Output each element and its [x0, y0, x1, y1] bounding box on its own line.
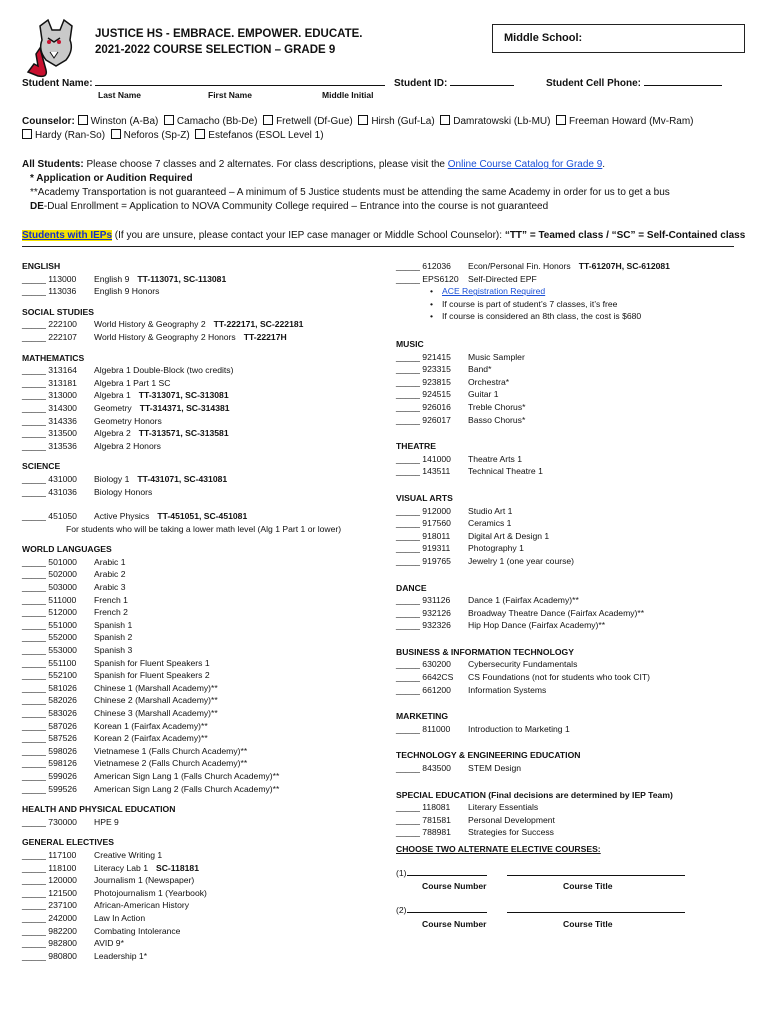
instructions: All Students: Please choose 7 classes and 2 alternates. For class descriptions, please visit the Online Course Catalog for Grade 9. * Application or Audition Required **Academy Transportation is not guaranteed – A minimum of 5 Justice students must be attending the same Academy in order for us to get a bus DE-Dual Enrollment = Application to NOVA Community College required – Entrance into the course is not guaranteed	[22, 159, 670, 212]
student-cell-field[interactable]: Student Cell Phone:	[546, 75, 722, 91]
course-code: _____ 120000	[22, 875, 77, 886]
course-code: _____ 788981	[396, 827, 451, 838]
checkbox-icon	[22, 129, 32, 139]
catalog-link[interactable]: Online Course Catalog for Grade 9	[447, 159, 603, 170]
course-code: _____ 141000	[396, 453, 451, 464]
course-row[interactable]	[22, 389, 382, 402]
course-name: Korean 2 (Fairfax Academy)**	[94, 733, 208, 744]
alternate-2[interactable]: (2)	[396, 904, 685, 917]
course-row[interactable]	[396, 826, 746, 839]
course-name: Econ/Personal Fin. Honors	[468, 261, 571, 271]
course-name: Guitar 1	[468, 389, 499, 400]
course-row[interactable]	[22, 331, 382, 344]
course-name: Law In Action	[94, 912, 146, 923]
checkbox-icon	[111, 129, 121, 139]
course-row[interactable]	[22, 682, 382, 695]
course-name: Leadership 1*	[94, 950, 148, 961]
course-name: Vietnamese 2 (Falls Church Academy)**	[94, 758, 248, 769]
course-code: _____ 598026	[22, 745, 77, 756]
course-title-label: Course Title	[563, 881, 613, 891]
course-row[interactable]	[22, 816, 382, 829]
course-code: _____ 118081	[396, 802, 451, 813]
course-row[interactable]	[22, 657, 382, 670]
course-code: _____ 313181	[22, 377, 77, 388]
course-row[interactable]	[22, 273, 382, 286]
last-name-label: Last Name	[98, 90, 141, 100]
course-name: American Sign Lang 1 (Falls Church Academy)**	[94, 770, 280, 781]
course-code: _____ 512000	[22, 607, 77, 618]
course-row[interactable]	[396, 801, 746, 814]
course-code: _____ 982200	[22, 925, 77, 936]
course-code: _____ 917560	[396, 518, 451, 529]
course-row[interactable]	[396, 376, 746, 389]
course-row[interactable]	[396, 388, 746, 401]
course-code: _____ 6642CS	[396, 672, 454, 683]
course-number-label: Course Number	[422, 881, 487, 891]
course-code: _____ 919311	[396, 543, 451, 554]
section-heading: ENGLISH	[22, 261, 61, 271]
course-name: Strategies for Success	[468, 827, 554, 838]
course-name: Chinese 2 (Marshall Academy)**	[94, 695, 218, 706]
course-row[interactable]	[22, 377, 382, 390]
section-heading: GENERAL ELECTIVES	[22, 837, 115, 848]
course-code: _____ 630200	[396, 659, 451, 670]
course-row[interactable]	[22, 415, 382, 428]
course-row[interactable]	[22, 619, 382, 632]
section-heading: MARKETING	[396, 711, 449, 722]
course-name: French 1	[94, 594, 128, 605]
course-code: _____ 583026	[22, 708, 77, 718]
middle-school-field[interactable]	[492, 24, 745, 53]
course-code: _____ 730000	[22, 816, 77, 827]
iep-codes: TT-22217H	[243, 331, 287, 342]
course-row[interactable]	[396, 594, 746, 607]
course-row[interactable]	[22, 694, 382, 707]
counselor-option[interactable]: Estefanos (ESOL Level 1)	[195, 130, 323, 141]
counselor-option[interactable]: Damratowski (Lb-MU)	[440, 116, 550, 127]
school-logo	[18, 18, 90, 80]
course-name: Photojournalism 1 (Yearbook)	[94, 887, 207, 898]
course-row[interactable]	[22, 486, 382, 499]
course-row[interactable]	[22, 402, 382, 415]
course-name: Orchestra*	[468, 376, 510, 387]
course-row[interactable]	[396, 401, 746, 414]
course-row[interactable]	[396, 465, 746, 478]
course-code: _____ 118100	[22, 862, 77, 873]
student-name-field[interactable]: Student Name:	[22, 75, 385, 91]
course-row[interactable]	[22, 745, 382, 758]
course-code: _____ 926017	[396, 414, 451, 425]
course-row[interactable]	[22, 707, 382, 720]
course-row[interactable]	[396, 517, 746, 530]
course-row[interactable]	[22, 862, 382, 875]
course-name: Photography 1	[468, 543, 524, 554]
course-name: Introduction to Marketing 1	[468, 723, 570, 734]
course-name: Arabic 2	[94, 569, 126, 580]
course-row[interactable]	[22, 899, 382, 912]
course-code: _____ 222100	[22, 319, 77, 330]
course-code: _____ 553000	[22, 645, 77, 656]
course-code: _____ 431000	[22, 473, 77, 484]
course-row[interactable]	[396, 671, 746, 684]
course-name: Arabic 3	[94, 582, 126, 593]
iep-codes: TT-314371, SC-314381	[139, 402, 230, 413]
iep-codes: TT-431071, SC-431081	[137, 473, 228, 484]
course-row[interactable]	[22, 925, 382, 938]
course-code: _____ 143511	[396, 466, 451, 477]
course-name: Geometry	[94, 402, 132, 413]
course-name: Theatre Arts 1	[468, 453, 522, 464]
course-name: World History & Geography 2 Honors	[94, 331, 236, 342]
course-note: For students who will be taking a lower math level (Alg 1 Part 1 or lower)	[66, 523, 342, 534]
course-code: _____ 121500	[22, 887, 77, 898]
course-row[interactable]	[396, 619, 746, 632]
course-name: Algebra 2	[94, 428, 131, 439]
course-code: _____ 661200	[396, 684, 451, 695]
course-code: _____ 581026	[22, 682, 77, 693]
course-row[interactable]	[22, 757, 382, 770]
checkbox-icon	[195, 129, 205, 139]
course-code: _____ 598126	[22, 758, 77, 769]
iep-codes: SC-118181	[155, 862, 199, 873]
course-row[interactable]	[22, 581, 382, 594]
course-row[interactable]	[396, 814, 746, 827]
course-row[interactable]	[22, 732, 382, 745]
course-name: Broadway Theatre Dance (Fairfax Academy)**	[468, 607, 645, 618]
course-name: Literary Essentials	[468, 802, 539, 813]
course-name: Jewelry 1 (one year course)	[468, 555, 575, 566]
course-row[interactable]	[22, 556, 382, 569]
course-row[interactable]	[22, 364, 382, 377]
course-name: Spanish for Fluent Speakers 2	[94, 670, 210, 681]
course-row[interactable]	[396, 363, 746, 376]
section-heading: BUSINESS & INFORMATION TECHNOLOGY	[396, 646, 574, 657]
course-row[interactable]	[22, 440, 382, 453]
course-name: Korean 1 (Fairfax Academy)**	[94, 720, 208, 731]
course-code: _____ 503000	[22, 582, 77, 593]
course-code: _____ 313500	[22, 428, 77, 439]
course-row[interactable]	[22, 318, 382, 331]
middle-initial-label: Middle Initial	[322, 90, 374, 100]
course-code: _____ 237100	[22, 900, 77, 911]
iep-note: Students with IEPs (If you are unsure, please contact your IEP case manager or Middle School Counselor): “TT” = Teamed class / “SC” = Self-Contained class	[22, 230, 746, 241]
course-code: _____ 313000	[22, 390, 77, 401]
course-name: Algebra 1	[94, 390, 131, 401]
course-name: Ceramics 1	[468, 518, 512, 529]
course-name: French 2	[94, 607, 128, 618]
course-code: _____ 599526	[22, 783, 77, 794]
course-code: _____ 923815	[396, 376, 451, 387]
section-heading: SPECIAL EDUCATION (Final decisions are determined by IEP Team)	[396, 789, 673, 800]
course-name: HPE 9	[94, 816, 119, 827]
course-name: Chinese 1 (Marshall Academy)**	[94, 682, 218, 693]
checkbox-icon	[78, 115, 88, 125]
course-name: Combating Intolerance	[94, 925, 181, 936]
course-code: _____ 501000	[22, 556, 77, 567]
course-code: _____ 843500	[396, 763, 451, 774]
first-name-label: First Name	[208, 90, 252, 100]
course-row[interactable]	[22, 950, 382, 963]
course-row[interactable]	[22, 568, 382, 581]
iep-codes: TT-313071, SC-313081	[138, 390, 229, 401]
course-row[interactable]	[22, 849, 382, 862]
course-code: _____ 912000	[396, 505, 451, 516]
bullet-item: • If course is considered an 8th class, the cost is $680	[430, 310, 746, 323]
course-name: African-American History	[94, 900, 190, 911]
course-code: _____ 451050	[22, 511, 77, 522]
course-name: Spanish 2	[94, 632, 133, 643]
course-code: _____ 314336	[22, 415, 77, 426]
course-name: Studio Art 1	[468, 505, 513, 516]
course-code: _____ 612036	[396, 261, 451, 271]
course-row[interactable]	[22, 606, 382, 619]
course-row[interactable]	[22, 631, 382, 644]
course-name: Technical Theatre 1	[468, 466, 543, 477]
checkbox-icon	[440, 115, 450, 125]
course-name: Personal Development	[468, 814, 555, 825]
iep-codes: TT-222171, SC-222181	[213, 319, 304, 330]
section-heading: MATHEMATICS	[22, 352, 85, 363]
course-row[interactable]	[22, 644, 382, 657]
course-name: Journalism 1 (Newspaper)	[94, 875, 195, 886]
course-code: _____ 431036	[22, 486, 77, 497]
course-row[interactable]	[396, 542, 746, 555]
course-row[interactable]	[22, 874, 382, 887]
course-row[interactable]	[396, 260, 746, 273]
counselor-option[interactable]: Hirsh (Guf-La)	[358, 116, 434, 127]
course-name: Literacy Lab 1	[94, 862, 148, 873]
course-row[interactable]	[396, 505, 746, 518]
course-number-label: Course Number	[422, 919, 487, 929]
course-name: American Sign Lang 2 (Falls Church Academy)**	[94, 783, 280, 794]
course-code: _____ 551000	[22, 619, 77, 630]
course-code: _____ 980800	[22, 950, 77, 961]
left-course-column	[22, 260, 382, 962]
course-row[interactable]	[22, 720, 382, 733]
course-row[interactable]	[22, 510, 382, 523]
course-code: _____ 502000	[22, 569, 77, 580]
section-heading: THEATRE	[396, 441, 436, 452]
iep-codes: TT-61207H, SC-612081	[578, 261, 670, 271]
course-row[interactable]	[22, 912, 382, 925]
section-heading: SOCIAL STUDIES	[22, 306, 94, 317]
course-row[interactable]	[22, 473, 382, 486]
counselor-option[interactable]: Hardy (Ran-So)	[22, 130, 105, 141]
course-row[interactable]	[396, 530, 746, 543]
course-code: _____ 587026	[22, 720, 77, 731]
course-code: _____ 587526	[22, 733, 77, 744]
counselor-option[interactable]: Neforos (Sp-Z)	[111, 130, 190, 141]
course-name: Biology Honors	[94, 486, 153, 497]
course-name: English 9	[94, 273, 130, 284]
course-code: _____ 982800	[22, 938, 77, 949]
course-row[interactable]	[22, 770, 382, 783]
course-name: Algebra 1 Double-Block (two credits)	[94, 365, 234, 376]
alternate-1[interactable]: (1)	[396, 867, 685, 880]
course-row[interactable]	[22, 285, 382, 298]
course-row[interactable]	[22, 427, 382, 440]
course-name: Biology 1	[94, 473, 130, 484]
iep-codes: TT-113071, SC-113081	[137, 273, 227, 284]
course-code: _____ 932126	[396, 607, 451, 618]
section-heading: SCIENCE	[22, 461, 61, 472]
course-code: _____ 314300	[22, 402, 77, 413]
course-code: _____ 923315	[396, 364, 451, 375]
course-name: Geometry Honors	[94, 415, 162, 426]
right-course-column	[396, 338, 746, 839]
course-name: Cybersecurity Fundamentals	[468, 659, 578, 670]
course-name: Spanish 1	[94, 619, 133, 630]
section-heading: TECHNOLOGY & ENGINEERING EDUCATION	[396, 750, 581, 761]
checkbox-icon	[358, 115, 368, 125]
course-code: _____ 932326	[396, 620, 451, 631]
course-code: _____ 921415	[396, 351, 451, 362]
course-code: _____ 242000	[22, 912, 77, 923]
course-code: _____ 552000	[22, 632, 77, 643]
course-name: Band*	[468, 364, 492, 375]
course-code: _____ 811000	[396, 723, 451, 734]
counselor-option[interactable]: Camacho (Bb-De)	[164, 116, 258, 127]
course-row[interactable]	[396, 723, 746, 736]
section-heading: WORLD LANGUAGES	[22, 544, 112, 555]
course-row[interactable]	[396, 273, 746, 286]
course-code: _____ 599026	[22, 770, 77, 781]
section-heading: HEALTH AND PHYSICAL EDUCATION	[22, 804, 176, 815]
course-name: STEM Design	[468, 763, 522, 774]
course-row[interactable]	[22, 783, 382, 796]
course-code: _____ 313536	[22, 440, 77, 451]
econ-section	[396, 260, 746, 323]
course-row[interactable]	[396, 607, 746, 620]
course-name: Treble Chorus*	[468, 401, 526, 412]
counselor-option[interactable]: Fretwell (Df-Gue)	[263, 116, 353, 127]
course-code: _____ 113000	[22, 273, 77, 284]
course-row[interactable]	[396, 555, 746, 568]
course-code: _____ 781581	[396, 814, 451, 825]
course-code: _____ 113036	[22, 286, 77, 297]
counselor-option[interactable]: Freeman Howard (Mv-Ram)	[556, 116, 693, 127]
course-row[interactable]	[396, 762, 746, 775]
course-code: _____ 918011	[396, 530, 451, 541]
section-heading: MUSIC	[396, 339, 424, 349]
course-name: Information Systems	[468, 684, 547, 695]
course-name: Algebra 2 Honors	[94, 440, 161, 451]
checkbox-icon	[164, 115, 174, 125]
course-code: _____ 313164	[22, 365, 77, 376]
course-name: Basso Chorus*	[468, 414, 526, 425]
counselor-option[interactable]: Winston (A-Ba)	[78, 116, 159, 127]
divider	[22, 246, 734, 247]
course-name: Hip Hop Dance (Fairfax Academy)**	[468, 620, 606, 631]
course-row[interactable]	[22, 669, 382, 682]
course-name: Spanish 3	[94, 645, 133, 656]
course-code: _____ 926016	[396, 401, 451, 412]
course-code: _____ 511000	[22, 594, 77, 605]
course-name: Arabic 1	[94, 556, 126, 567]
counselor-options: Counselor: Winston (A-Ba) Camacho (Bb-De) Fretwell (Df-Gue) Hirsh (Guf-La) Damratowski (Lb-MU) Freeman Howard (Mv-Ram) Hardy (Ran-So) Neforos (Sp-Z) Estefanos (ESOL Level 1)	[22, 116, 694, 141]
course-row[interactable]	[22, 594, 382, 607]
checkbox-icon	[263, 115, 273, 125]
course-code: _____ 919765	[396, 555, 451, 566]
course-row[interactable]	[396, 414, 746, 427]
course-name: Chinese 3 (Marshall Academy)**	[94, 708, 218, 718]
course-row[interactable]	[22, 937, 382, 950]
student-id-field[interactable]: Student ID:	[394, 75, 514, 91]
section-heading: VISUAL ARTS	[396, 492, 453, 503]
course-name: Dance 1 (Fairfax Academy)**	[468, 595, 579, 606]
course-code: _____ EPS6120	[396, 273, 459, 284]
page-title: JUSTICE HS - EMBRACE. EMPOWER. EDUCATE. 2021-2022 COURSE SELECTION – GRADE 9	[95, 28, 363, 56]
course-code: _____ 117100	[22, 849, 77, 860]
course-row[interactable]	[396, 351, 746, 364]
checkbox-icon	[556, 115, 566, 125]
middle-school-label: Middle School:	[504, 32, 583, 44]
course-code: _____ 582026	[22, 695, 77, 706]
course-code: _____ 552100	[22, 670, 77, 681]
course-name: Spanish for Fluent Speakers 1	[94, 657, 210, 668]
course-name: Active Physics	[94, 511, 150, 522]
course-row[interactable]	[396, 658, 746, 671]
course-name: Algebra 1 Part 1 SC	[94, 377, 171, 388]
course-name: Vietnamese 1 (Falls Church Academy)**	[94, 745, 248, 756]
bullet-item[interactable]: • ACE Registration Required	[430, 285, 746, 298]
course-row[interactable]	[396, 684, 746, 697]
course-name: AVID 9*	[94, 938, 124, 949]
course-name: World History & Geography 2	[94, 319, 206, 330]
bullet-item: • If course is part of student’s 7 classes, it’s free	[430, 298, 746, 311]
course-title-label: Course Title	[563, 919, 613, 929]
course-code: _____ 222107	[22, 331, 77, 342]
course-code: _____ 551100	[22, 657, 77, 668]
iep-codes: TT-451051, SC-451081	[157, 511, 248, 522]
course-name: CS Foundations (not for students who took CIT)	[468, 672, 650, 683]
course-name: Digital Art & Design 1	[468, 530, 550, 541]
course-name: Creative Writing 1	[94, 849, 163, 860]
course-code: _____ 931126	[396, 595, 451, 606]
course-row[interactable]	[396, 453, 746, 466]
course-name: Music Sampler	[468, 351, 525, 362]
course-row[interactable]	[22, 887, 382, 900]
alternates-title: CHOOSE TWO ALTERNATE ELECTIVE COURSES:	[396, 844, 601, 854]
course-name: English 9 Honors	[94, 286, 160, 297]
course-code: _____ 924515	[396, 389, 451, 400]
course-name: Self-Directed EPF	[468, 273, 537, 284]
section-heading: DANCE	[396, 582, 427, 593]
iep-codes: TT-313571, SC-313581	[138, 428, 229, 439]
